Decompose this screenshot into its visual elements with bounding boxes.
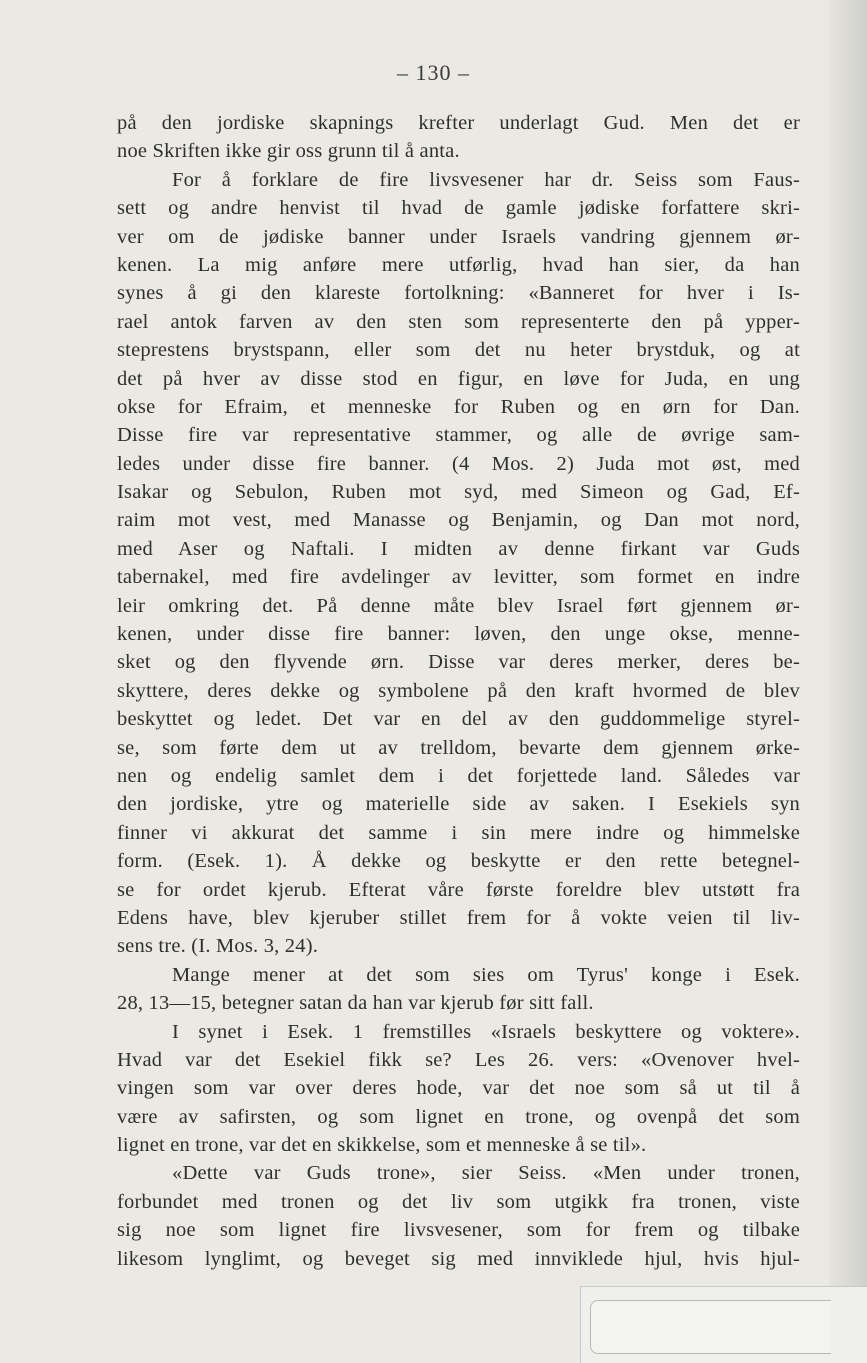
text-line: Isakar og Sebulon, Ruben mot syd, med Simeon og Gad, Ef‑: [117, 481, 800, 504]
text-line: finner vi akkurat det samme i sin mere indre og himmelske: [117, 821, 800, 844]
text-line: ledes under disse fire banner. (4 Mos. 2) Juda mot øst, med: [117, 452, 800, 475]
text-line: form. (Esek. 1). Å dekke og beskytte er den rette betegnel‑: [117, 850, 800, 873]
text-line: steprestens brystspann, eller som det nu heter brystduk, og at: [117, 339, 800, 362]
text-line: lignet en trone, var det en skikkelse, som et menneske å se til».: [117, 1134, 647, 1157]
text-line: på den jordiske skapnings krefter underlagt Gud. Men det er: [117, 112, 800, 134]
body-text: [117, 109, 800, 1273]
text-line: synes å gi den klareste fortolkning: «Banneret for hver i Is‑: [117, 282, 800, 305]
text-line: være av safirsten, og som lignet en trone, og ovenpå det som: [117, 1105, 800, 1128]
text-line: sig noe som lignet fire livsvesener, som for frem og tilbake: [117, 1219, 800, 1242]
text-line: «Dette var Guds trone», sier Seiss. «Men under tronen,: [172, 1162, 800, 1185]
text-line: se for ordet kjerub. Efterat våre første foreldre blev utstøtt fra: [117, 878, 800, 901]
text-line: sett og andre henvist til hvad de gamle jødiske forfattere skri‑: [117, 197, 800, 220]
page-edge-shadow: [829, 0, 867, 1363]
text-line: leir omkring det. På denne måte blev Israel ført gjennem ør‑: [117, 594, 800, 617]
paper-tab: [590, 1300, 831, 1354]
text-line: tabernakel, med fire avdelinger av levitter, som formet en indre: [117, 566, 800, 589]
text-line: likesom lynglimt, og beveget sig med innviklede hjul, hvis hjul‑: [117, 1247, 800, 1270]
text-line: okse for Efraim, et menneske for Ruben og en ørn for Dan.: [117, 395, 800, 418]
text-line: Hvad var det Esekiel fikk se? Les 26. vers: «Ovenover hvel‑: [117, 1048, 800, 1071]
text-line: beskyttet og ledet. Det var en del av den guddommelige styrel‑: [117, 708, 800, 731]
text-line: 28, 13—15, betegner satan da han var kjerub før sitt fall.: [117, 992, 594, 1015]
text-line: raim mot vest, med Manasse og Benjamin, og Dan mot nord,: [117, 509, 800, 532]
text-line: I synet i Esek. 1 fremstilles «Israels beskyttere og voktere».: [172, 1020, 800, 1043]
text-line: nen og endelig samlet dem i det forjettede land. Således var: [117, 764, 800, 787]
text-line: rael antok farven av den sten som representerte den på ypper‑: [117, 310, 800, 333]
text-line: sket og den flyvende ørn. Disse var deres merker, deres be‑: [117, 651, 800, 674]
text-line: skyttere, deres dekke og symbolene på den kraft hvormed de blev: [117, 679, 800, 702]
text-line: Disse fire var representative stammer, og alle de øvrige sam‑: [117, 424, 800, 447]
text-line: sens tre. (I. Mos. 3, 24).: [117, 935, 319, 958]
text-line: det på hver av disse stod en figur, en løve for Juda, en ung: [117, 367, 800, 390]
text-line: se, som førte dem ut av trelldom, bevarte dem gjennem ørke‑: [117, 736, 800, 759]
page-number: – 130 –: [397, 60, 470, 85]
text-line: kenen, under disse fire banner: løven, den unge okse, menne‑: [117, 623, 800, 646]
text-line: For å forklare de fire livsvesener har dr. Seiss som Faus‑: [172, 168, 800, 191]
text-line: med Aser og Naftali. I midten av denne firkant var Guds: [117, 537, 800, 560]
text-line: vingen som var over deres hode, var det noe som så ut til å: [117, 1077, 800, 1100]
text-line: kenen. La mig anføre mere utførlig, hvad han sier, da han: [117, 253, 800, 276]
text-line: ver om de jødiske banner under Israels vandring gjennem ør‑: [117, 225, 800, 248]
text-line: noe Skriften ikke gir oss grunn til å anta.: [117, 140, 460, 163]
text-line: Mange mener at det som sies om Tyrus' konge i Esek.: [172, 963, 800, 986]
text-line: Edens have, blev kjeruber stillet frem for å vokte veien til liv‑: [117, 906, 800, 929]
text-line: forbundet med tronen og det liv som utgikk fra tronen, viste: [117, 1190, 800, 1213]
text-line: den jordiske, ytre og materielle side av saken. I Esekiels syn: [117, 793, 800, 816]
